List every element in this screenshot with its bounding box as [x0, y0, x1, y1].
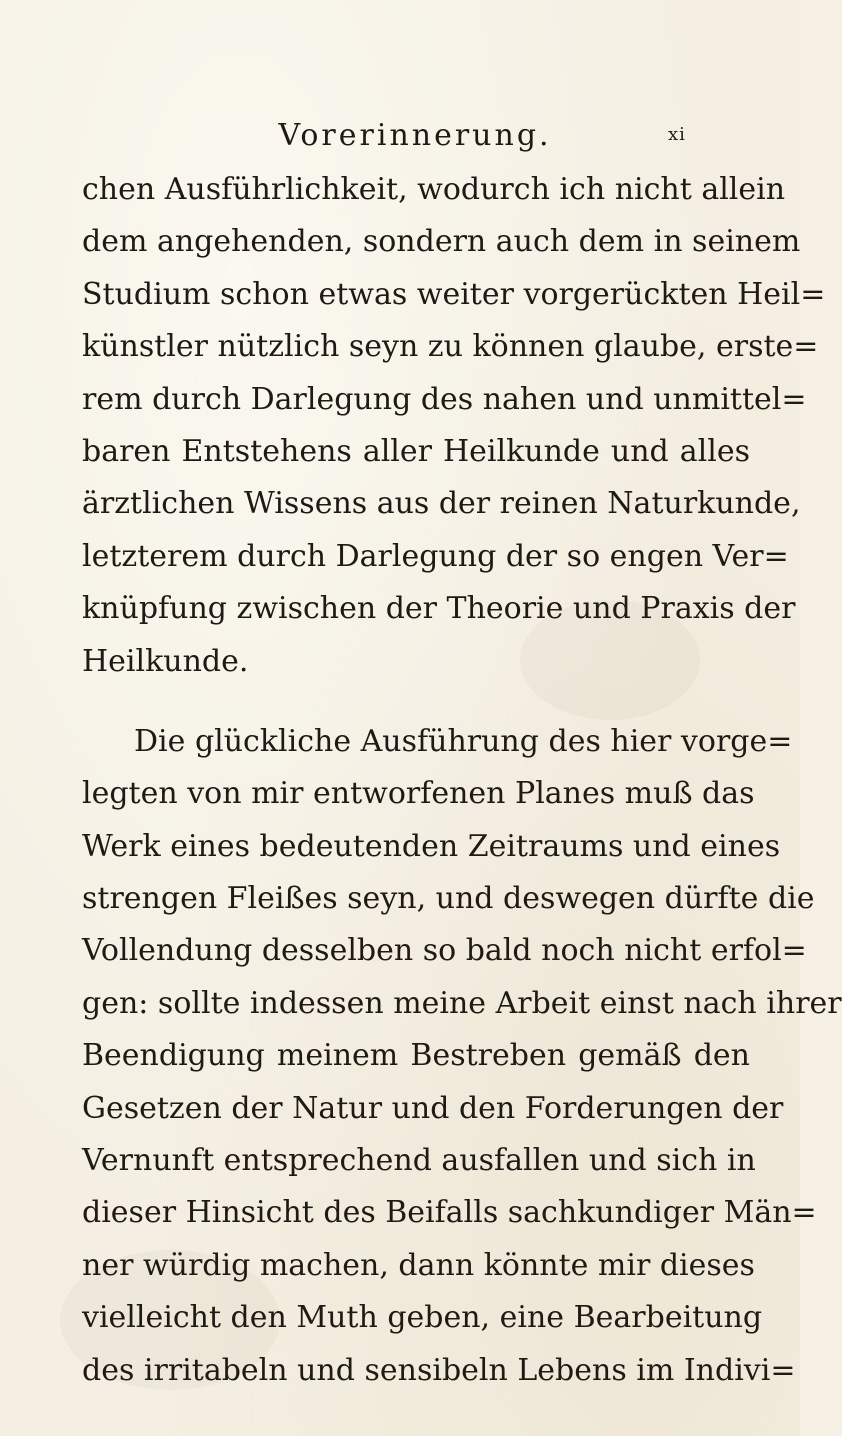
text-line: legten von mir entworfenen Planes muß das — [82, 776, 755, 812]
text-line: vielleicht den Muth geben, eine Bearbeitung — [82, 1300, 763, 1336]
text-line: ner würdig machen, dann könnte mir dieses — [82, 1247, 755, 1283]
paragraph-1 — [82, 164, 826, 688]
text-line: dieser Hinsicht des Beifalls sachkundiger Män= — [82, 1195, 817, 1231]
text-line: Studium schon etwas weiter vorgerückten Heil= — [82, 276, 826, 312]
text-line: rem durch Darlegung des nahen und unmittel= — [82, 381, 807, 417]
page-number: xi — [668, 124, 686, 145]
text-line: Beendigung meinem Bestreben gemäß den — [82, 1038, 750, 1074]
text-line: Die glückliche Ausführung des hier vorge= — [134, 723, 793, 759]
text-line: Gesetzen der Natur und den Forderungen der — [82, 1090, 784, 1126]
running-head — [0, 116, 800, 156]
paragraph-2 — [82, 716, 842, 1397]
text-line: ärztlichen Wissens aus der reinen Naturkunde, — [82, 486, 801, 522]
text-line: Werk eines bedeutenden Zeitraums und eines — [82, 828, 781, 864]
text-line: chen Ausführlichkeit, wodurch ich nicht allein — [82, 172, 786, 207]
text-line: Heilkunde. — [82, 643, 249, 679]
text-line: strengen Fleißes seyn, und deswegen dürfte die — [82, 881, 815, 917]
text-line: baren Entstehens aller Heilkunde und alles — [82, 433, 750, 469]
paragraph-gap — [82, 688, 750, 716]
text-line: letzterem durch Darlegung der so engen Ver= — [82, 538, 789, 574]
text-line: künstler nützlich seyn zu können glaube, erste= — [82, 329, 819, 365]
text-line: Vernunft entsprechend ausfallen und sich in — [82, 1143, 756, 1179]
text-line: gen: sollte indessen meine Arbeit einst nach ihrer — [82, 985, 842, 1021]
text-line: knüpfung zwischen der Theorie und Praxis der — [82, 591, 796, 627]
running-title: Vorerinnerung. — [278, 118, 552, 153]
text-line: des irritabeln und sensibeln Lebens im Indivi= — [82, 1352, 796, 1388]
text-line: Vollendung desselben so bald noch nicht erfol= — [82, 933, 807, 969]
text-line: dem angehenden, sondern auch dem in seinem — [82, 224, 801, 260]
body-text — [82, 164, 842, 1397]
